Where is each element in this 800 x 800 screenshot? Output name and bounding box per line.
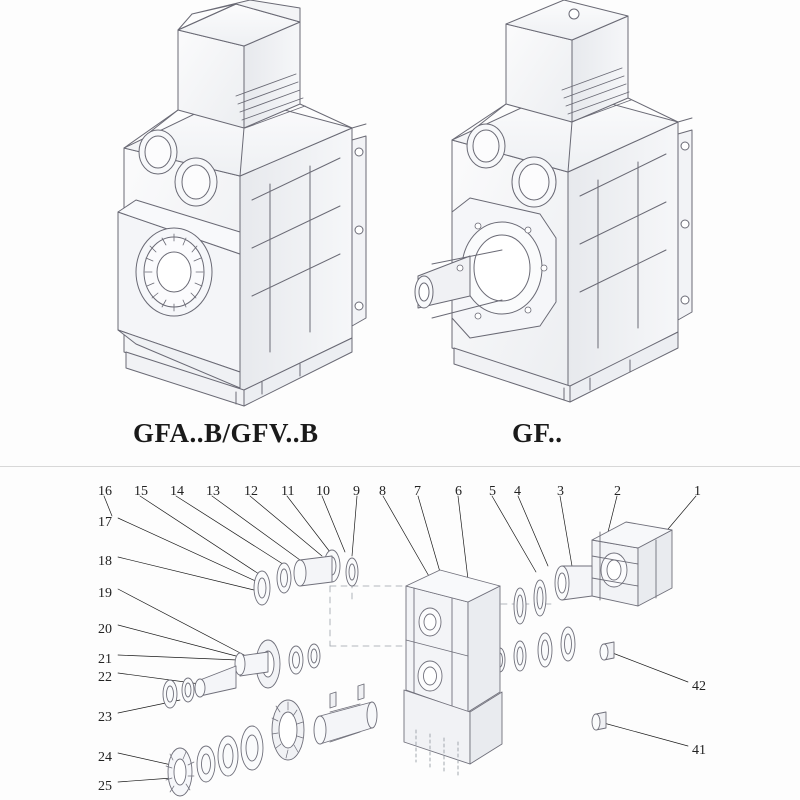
callout-number: 21 [98, 652, 112, 667]
callout-number: 9 [353, 484, 360, 499]
figure-caption-right: GF.. [512, 418, 563, 448]
callout-number: 17 [98, 515, 112, 530]
callout-number: 7 [414, 484, 421, 499]
callout-number: 4 [514, 484, 521, 499]
callout-number: 19 [98, 586, 112, 601]
callout-number: 1 [694, 484, 701, 499]
callout-number: 5 [489, 484, 496, 499]
figure-caption-left: GFA..B/GFV..B [133, 418, 319, 448]
callout-number: 24 [98, 750, 112, 765]
callout-number: 2 [614, 484, 621, 499]
callout-number: 6 [455, 484, 462, 499]
callout-number: 25 [98, 779, 112, 794]
callout-number: 41 [692, 743, 706, 758]
callout-number: 42 [692, 679, 706, 694]
callout-number: 23 [98, 710, 112, 725]
callout-number: 10 [316, 484, 330, 499]
callout-number: 3 [557, 484, 564, 499]
callout-number: 13 [206, 484, 220, 499]
callout-number: 22 [98, 670, 112, 685]
callout-number: 16 [98, 484, 112, 499]
callout-number: 20 [98, 622, 112, 637]
callout-number: 14 [170, 484, 184, 499]
callout-number: 18 [98, 554, 112, 569]
callout-number: 11 [281, 484, 295, 499]
callout-number: 15 [134, 484, 148, 499]
callout-number: 12 [244, 484, 258, 499]
callout-number: 8 [379, 484, 386, 499]
